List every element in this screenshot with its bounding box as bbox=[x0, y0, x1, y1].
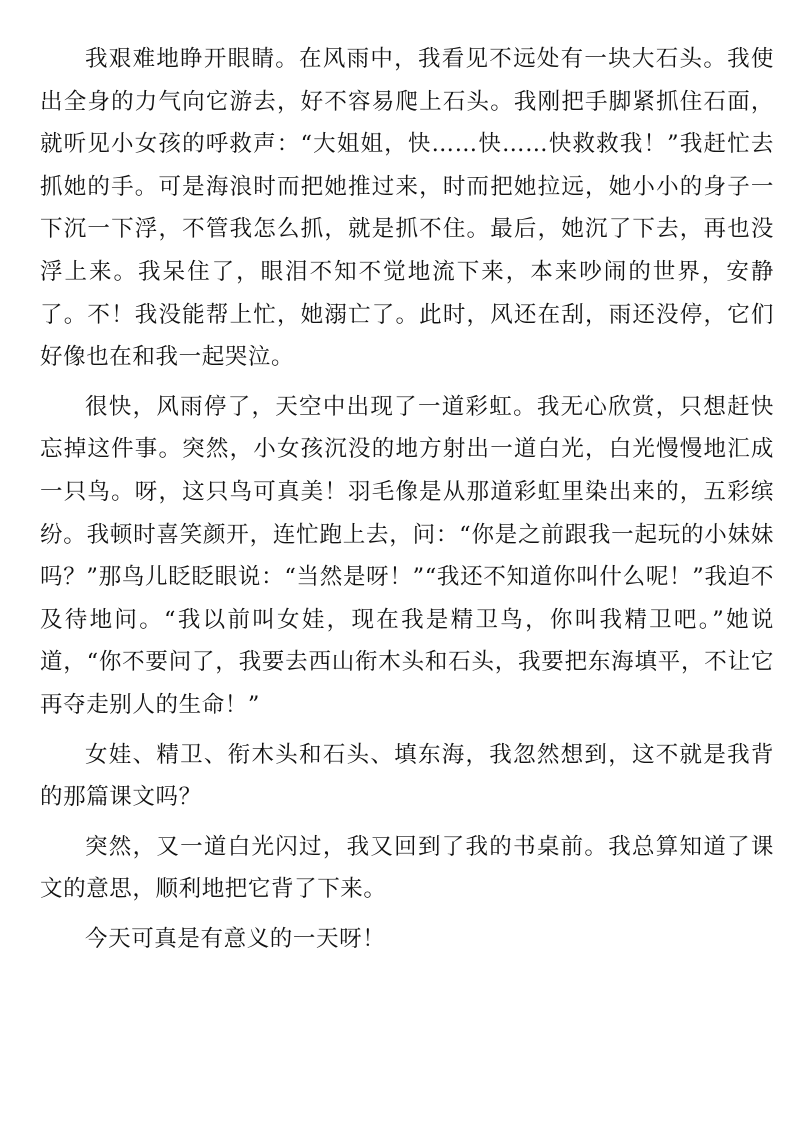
paragraph-4: 突然，又一道白光闪过，我又回到了我的书桌前。我总算知道了课文的意思，顺利地把它背了下来。 bbox=[40, 833, 774, 903]
document-page bbox=[40, 38, 774, 967]
paragraph-2: 很快，风雨停了，天空中出现了一道彩虹。我无心欣赏，只想赶快忘掉这件事。突然，小女孩沉没的地方射出一道白光，白光慢慢地汇成一只鸟。呀，这只鸟可真美！羽毛像是从那道彩虹里染出来的，五彩缤纷。我顿时喜笑颜开，连忙跑上去，问：“你是之前跟我一起玩的小妹妹吗？”那鸟儿眨眨眼说：“当然是呀！”“我还不知道你叫什么呢！”我迫不及待地问。“我以前叫女娃，现在我是精卫鸟，你叫我精卫吧。”她说道，“你不要问了，我要去西山衔木头和石头，我要把东海填平，不让它再夺走别人的生命！” bbox=[40, 393, 774, 718]
paragraph-1: 我艰难地睁开眼睛。在风雨中，我看见不远处有一块大石头。我使出全身的力气向它游去，好不容易爬上石头。我刚把手脚紧抓住石面，就听见小女孩的呼救声：“大姐姐，快……快……快救救我！”我赶忙去抓她的手。可是海浪时而把她推过来，时而把她拉远，她小小的身子一下沉一下浮，不管我怎么抓，就是抓不住。最后，她沉了下去，再也没浮上来。我呆住了，眼泪不知不觉地流下来，本来吵闹的世界，安静了。不！我没能帮上忙，她溺亡了。此时，风还在刮，雨还没停，它们好像也在和我一起哭泣。 bbox=[40, 46, 774, 371]
paragraph-3: 女娃、精卫、衔木头和石头、填东海，我忽然想到，这不就是我背的那篇课文吗？ bbox=[40, 741, 774, 811]
paragraph-5: 今天可真是有意义的一天呀！ bbox=[85, 925, 386, 952]
